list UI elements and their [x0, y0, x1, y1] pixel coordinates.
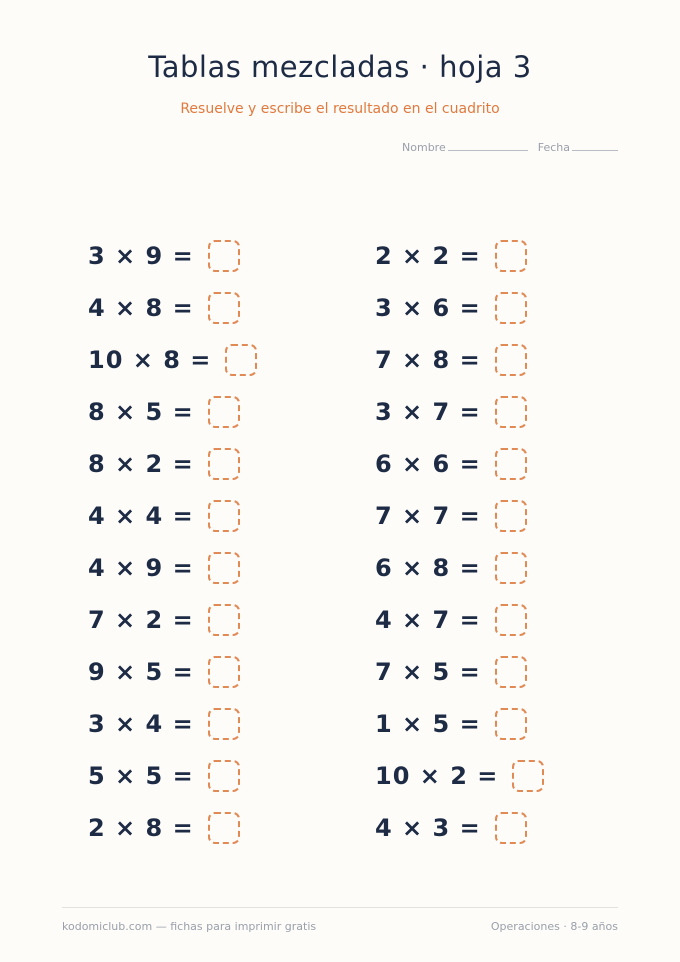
answer-box[interactable]	[208, 240, 240, 272]
footer-site-text: kodomiclub.com — fichas para imprimir gratis	[62, 920, 317, 933]
problem-row	[375, 750, 544, 802]
answer-box[interactable]	[208, 500, 240, 532]
problem-expression: 2 × 8 =	[88, 814, 194, 842]
problem-expression: 4 × 3 =	[375, 814, 481, 842]
problem-expression: 3 × 4 =	[88, 710, 194, 738]
answer-box[interactable]	[225, 344, 257, 376]
problem-row	[375, 282, 544, 334]
answer-box[interactable]	[208, 292, 240, 324]
problem-expression: 8 × 5 =	[88, 398, 194, 426]
problem-row	[88, 646, 257, 698]
answer-box[interactable]	[495, 552, 527, 584]
problem-row	[375, 542, 544, 594]
answer-box[interactable]	[208, 604, 240, 636]
answer-box[interactable]	[495, 448, 527, 480]
answer-box[interactable]	[512, 760, 544, 792]
problem-expression: 7 × 8 =	[375, 346, 481, 374]
problem-row	[375, 334, 544, 386]
problem-expression: 4 × 8 =	[88, 294, 194, 322]
problem-row	[88, 750, 257, 802]
problem-row	[375, 490, 544, 542]
left-problem-column	[88, 230, 257, 854]
problem-expression: 6 × 6 =	[375, 450, 481, 478]
problem-expression: 7 × 7 =	[375, 502, 481, 530]
problem-expression: 6 × 8 =	[375, 554, 481, 582]
problem-row	[375, 386, 544, 438]
answer-box[interactable]	[495, 656, 527, 688]
problem-expression: 2 × 2 =	[375, 242, 481, 270]
problem-expression: 4 × 4 =	[88, 502, 194, 530]
problem-expression: 10 × 2 =	[375, 762, 499, 790]
problem-row	[375, 802, 544, 854]
problem-expression: 3 × 6 =	[375, 294, 481, 322]
problem-row	[88, 698, 257, 750]
problem-row	[88, 282, 257, 334]
problem-row	[88, 386, 257, 438]
problem-expression: 1 × 5 =	[375, 710, 481, 738]
name-field[interactable]	[402, 138, 528, 154]
answer-box[interactable]	[495, 604, 527, 636]
problem-row	[88, 334, 257, 386]
answer-box[interactable]	[208, 760, 240, 792]
date-label: Fecha	[537, 141, 570, 154]
problem-row	[375, 230, 544, 282]
problem-row	[88, 542, 257, 594]
problem-row	[375, 594, 544, 646]
problem-row	[375, 646, 544, 698]
date-line	[572, 138, 618, 151]
date-field[interactable]	[538, 138, 618, 154]
answer-box[interactable]	[495, 500, 527, 532]
answer-box[interactable]	[495, 396, 527, 428]
student-info	[402, 138, 618, 154]
problem-expression: 8 × 2 =	[88, 450, 194, 478]
footer-level-text: Operaciones · 8-9 años	[490, 920, 618, 933]
problem-expression: 5 × 5 =	[88, 762, 194, 790]
name-line	[448, 138, 528, 151]
problem-expression: 4 × 9 =	[88, 554, 194, 582]
answer-box[interactable]	[495, 708, 527, 740]
worksheet-subtitle: Resuelve y escribe el resultado en el cuadrito	[180, 101, 500, 117]
problem-row	[88, 490, 257, 542]
answer-box[interactable]	[208, 552, 240, 584]
answer-box[interactable]	[495, 344, 527, 376]
name-label: Nombre	[402, 141, 446, 154]
problem-row	[375, 438, 544, 490]
answer-box[interactable]	[495, 292, 527, 324]
worksheet-title: Tablas mezcladas · hoja 3	[148, 50, 532, 84]
problem-row	[88, 230, 257, 282]
answer-box[interactable]	[495, 812, 527, 844]
answer-box[interactable]	[495, 240, 527, 272]
answer-box[interactable]	[208, 812, 240, 844]
problem-expression: 7 × 5 =	[375, 658, 481, 686]
answer-box[interactable]	[208, 656, 240, 688]
problem-expression: 4 × 7 =	[375, 606, 481, 634]
footer-divider	[62, 907, 618, 908]
problem-row	[88, 594, 257, 646]
problem-row	[375, 698, 544, 750]
answer-box[interactable]	[208, 708, 240, 740]
problem-expression: 10 × 8 =	[88, 346, 212, 374]
problem-expression: 3 × 9 =	[88, 242, 194, 270]
problem-expression: 3 × 7 =	[375, 398, 481, 426]
problem-expression: 7 × 2 =	[88, 606, 194, 634]
problem-row	[88, 802, 257, 854]
problem-expression: 9 × 5 =	[88, 658, 194, 686]
answer-box[interactable]	[208, 396, 240, 428]
answer-box[interactable]	[208, 448, 240, 480]
right-problem-column	[375, 230, 544, 854]
problem-row	[88, 438, 257, 490]
